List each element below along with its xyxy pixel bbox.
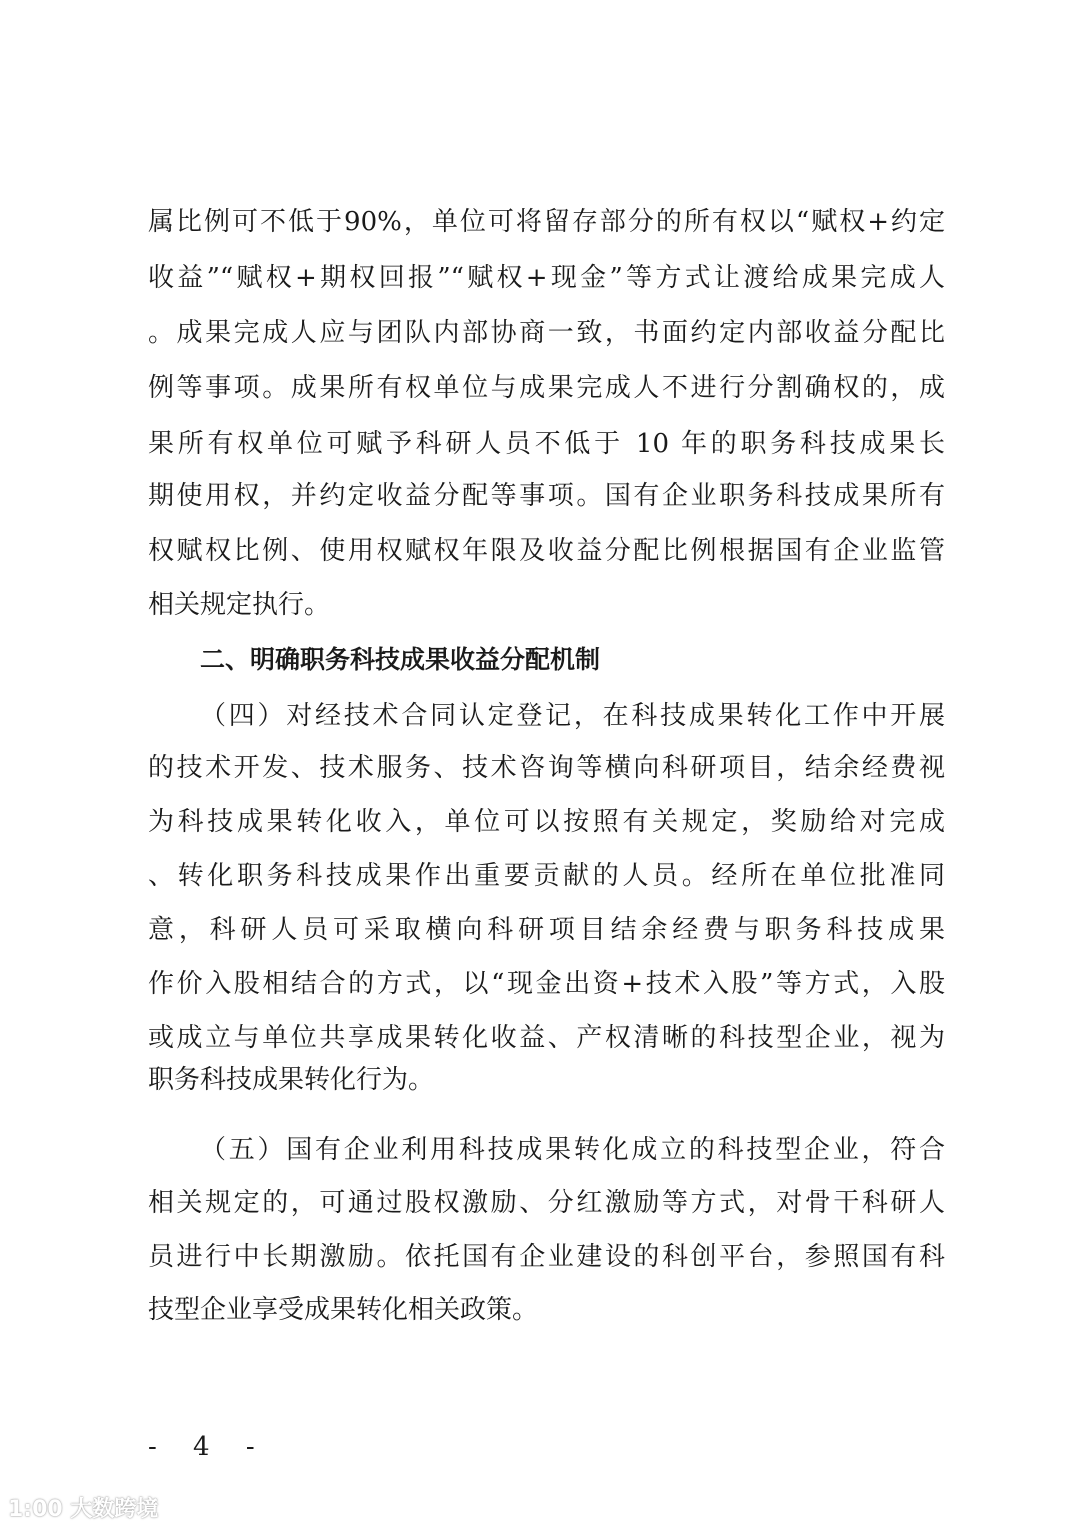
text-line: 果所有权单位可赋予科研人员不低于 10 年的职务科技成果长	[148, 429, 945, 459]
text-line: 权赋权比例、使用权赋权年限及收益分配比例根据国有企业监管	[148, 536, 945, 566]
section-heading: 二、明确职务科技成果收益分配机制	[200, 645, 601, 674]
watermark-logo: 1:00 大数跨境	[8, 1497, 159, 1522]
text-line: 员进行中长期激励。依托国有企业建设的科创平台，参照国有科	[148, 1242, 945, 1272]
text-line: 作价入股相结合的方式，以“现金出资+技术入股”等方式，入股	[148, 969, 945, 999]
text-line: （五）国有企业利用科技成果转化成立的科技型企业，符合	[200, 1135, 945, 1165]
text-line: 相关规定的，可通过股权激励、分红激励等方式，对骨干科研人	[148, 1188, 945, 1218]
text-line: 技型企业享受成果转化相关政策。	[148, 1295, 539, 1325]
text-line: 期使用权，并约定收益分配等事项。国有企业职务科技成果所有	[148, 481, 945, 511]
text-line: 属比例可不低于90%，单位可将留存部分的所有权以“赋权+约定	[148, 207, 945, 237]
text-line: 相关规定执行。	[148, 590, 331, 620]
text-line: 职务科技成果转化行为。	[148, 1065, 435, 1095]
text-line: 例等事项。成果所有权单位与成果完成人不进行分割确权的，成	[148, 373, 945, 403]
text-line: 、转化职务科技成果作出重要贡献的人员。经所在单位批准同	[148, 861, 945, 891]
page-number: - 4 -	[148, 1432, 269, 1462]
text-line: 或成立与单位共享成果转化收益、产权清晰的科技型企业，视为	[148, 1023, 945, 1053]
text-line: 。成果完成人应与团队内部协商一致，书面约定内部收益分配比	[148, 318, 945, 348]
text-line: 意，科研人员可采取横向科研项目结余经费与职务科技成果	[148, 915, 945, 945]
text-line: 为科技成果转化收入，单位可以按照有关规定，奖励给对完成	[148, 807, 945, 837]
text-line: 收益”“赋权+期权回报”“赋权+现金”等方式让渡给成果完成人	[148, 263, 945, 293]
text-line: （四）对经技术合同认定登记，在科技成果转化工作中开展	[200, 701, 945, 731]
text-line: 的技术开发、技术服务、技术咨询等横向科研项目，结余经费视	[148, 753, 945, 783]
